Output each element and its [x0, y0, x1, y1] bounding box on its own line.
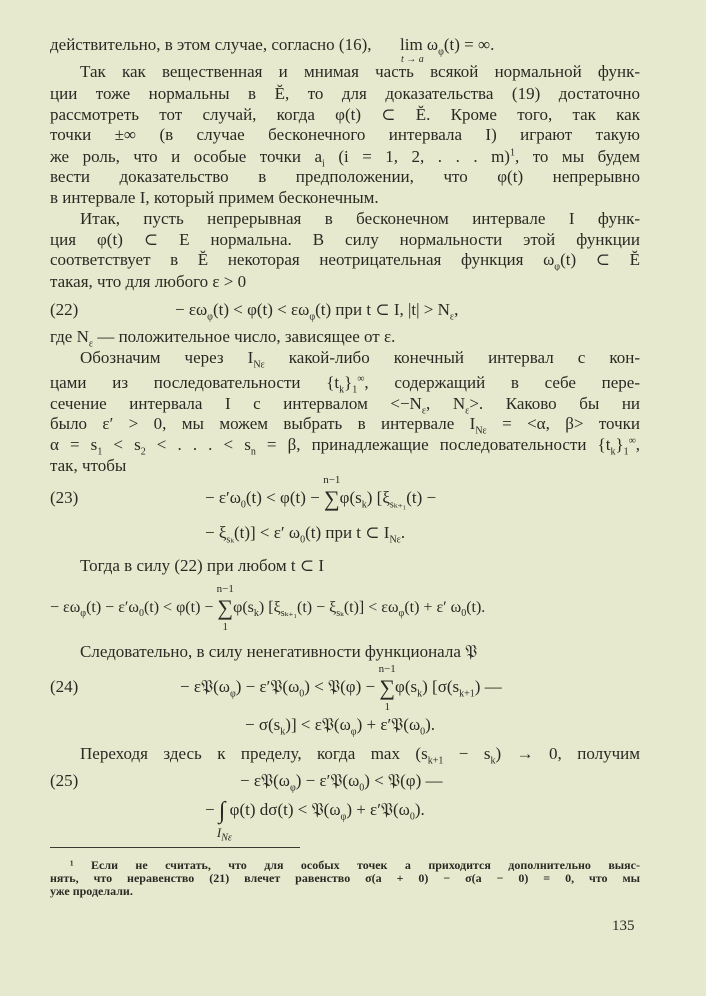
text-line: же роль, что и особые точки $a_i$ (i = 1, 2, . . . m)$^1$, то мы будем: [50, 147, 640, 168]
sum-lower-limit: 1: [384, 701, 390, 714]
equation-22: − $\varepsilon\omega_\varphi(t) < \varphi(t) < \varepsilon\omega_\varphi(t)$ при t ⊂ I, $|t| > N_\varepsilon$,: [175, 300, 459, 323]
sum-symbol: ∑ n−1 1: [378, 663, 396, 714]
text-line: рассмотреть тот случай, когда φ(t) ⊂ Ĕ. Кроме того, так как: [50, 105, 640, 124]
equation-label: (24): [50, 677, 79, 696]
footnote-line: ¹ Если не считать, что для особых точек a приходится дополнительно выяс-: [70, 859, 640, 872]
eq-part: $\varphi(s_k)$ [$\sigma(s_{k+1})$ —: [395, 677, 502, 700]
equation-unnumbered: [50, 583, 486, 634]
limit-expression: $\lim \omega_\varphi(t)$ = ∞.: [400, 35, 495, 58]
text-line: точки ±∞ (в случае бесконечного интервала I) играют такую: [50, 125, 640, 144]
equation-label: (22): [50, 300, 79, 319]
text-line: так, чтобы: [50, 456, 127, 475]
text-line: в интервале I, который примем бесконечным.: [50, 188, 379, 207]
eq-part: − $\varepsilon\omega_\varphi(t) - \varepsilon'\omega_0(t) < \varphi(t)$ −: [50, 599, 218, 620]
sum-lower-limit: 1: [222, 621, 229, 634]
text-line: Обозначим через $I_{N\varepsilon}$ какой-либо конечный интервал с кон-: [80, 348, 640, 369]
equation-25-continued: [205, 798, 425, 844]
eq-part: $\varphi(s_k) [\xi_{s_{k+1}}(t) - \xi_{s_k}(t)] < \varepsilon\omega_\varphi(t) + \varepsilon'$ $\omega_0(t)$.: [233, 599, 486, 620]
sum-upper-limit: n−1: [216, 583, 234, 596]
sum-upper-limit: n−1: [323, 474, 341, 487]
equation-24: [180, 663, 502, 714]
integral-symbol: ∫ $I_{N\varepsilon}$: [216, 798, 232, 844]
text-line: $\alpha = s_1 < s_2$ < . . . < $s_n = \beta$, принадлежащие последовательности $\{t_k\}_1^\infty$,: [50, 435, 640, 456]
text-line: ция φ(t) ⊂ E нормальна. В силу нормальности этой функции: [50, 230, 640, 249]
text-line: где $N_\varepsilon$ — положительное число, зависящее от ε.: [50, 327, 396, 350]
eq-part: $\varphi(s_k) [\xi_{s_{k+1}}(t)$ −: [339, 488, 437, 511]
eq-part: − $\varepsilon'\omega_0(t) < \varphi(t)$ −: [205, 488, 324, 511]
sum-symbol: ∑ n−1: [323, 474, 341, 512]
page-number: 135: [612, 918, 635, 934]
footnote-line: нять, что неравенство (21) влечет равенство σ(a + 0) − σ(a − 0) = 0, что мы: [50, 872, 640, 885]
eq-part: φ(t) $d\sigma(t) < 𝔓(\omega_\varphi)$ + $\varepsilon'𝔓(\omega_0)$.: [229, 800, 425, 823]
integral-domain: $I_{N\varepsilon}$: [216, 825, 232, 844]
footnote-line: уже проделали.: [50, 885, 133, 898]
text-line: сечение интервала I с интервалом $<-N_\varepsilon$, $N_\varepsilon>$. Каково бы ни: [50, 394, 640, 415]
text-line: цами из последовательности $\{t_k\}_1^\infty$, содержащий в себе пере-: [50, 373, 640, 394]
text-line: Итак, пусть непрерывная в бесконечном интервале I функ-: [80, 209, 640, 228]
equation-label: (23): [50, 488, 79, 507]
eq-part: −: [205, 800, 219, 819]
equation-23-continued: − $\xi_{s_k}(t)] < \varepsilon'$ $\omega_0(t)$ при t ⊂ $I_{N\varepsilon}$.: [205, 523, 406, 546]
eq-part: − $\varepsilon 𝔓(\omega_\varphi)$ − $\varepsilon'𝔓(\omega_0)$ < 𝔓(φ) −: [180, 677, 380, 700]
text-line: соответствует в Ĕ некоторая неотрицательная функция $\omega_\varphi(t)$ ⊂ Ĕ: [50, 250, 640, 271]
equation-label: (25): [50, 771, 79, 790]
equation-23: [205, 474, 437, 512]
text-line: Тогда в силу (22) при любом t ⊂ I: [80, 556, 324, 575]
text-line: вести доказательство в предположении, что φ(t) непрерывно: [50, 167, 640, 186]
text-line: было ε′ > 0, мы можем выбрать в интервале $I_{N\varepsilon} = <\alpha$, β> точки: [50, 414, 640, 435]
text-line: Так как вещественная и мнимая часть всякой нормальной функ-: [80, 62, 640, 81]
text-line: действительно, в этом случае, согласно (16),: [50, 35, 372, 54]
footnote-divider: [50, 847, 300, 848]
limit-subscript: t → a: [401, 54, 424, 65]
text-line: ции тоже нормальны в Ĕ, то для доказательства (19) достаточно: [50, 84, 640, 103]
text-line: такая, что для любого ε > 0: [50, 272, 247, 291]
equation-24-continued: − $\sigma(s_k)$] < $\varepsilon 𝔓(\omega_\varphi)$ + $\varepsilon'𝔓(\omega_0)$.: [245, 715, 436, 738]
text-line: Переходя здесь к пределу, когда $\max (s_{k+1} - s_k) \to 0$, получим: [80, 744, 640, 765]
equation-25: − $\varepsilon 𝔓(\omega_\varphi)$ − $\varepsilon'𝔓(\omega_0)$ < 𝔓(φ) —: [240, 771, 443, 794]
sum-symbol: ∑ n−1 1: [216, 583, 234, 634]
text-line: Следовательно, в силу ненегативности функционала 𝔓: [80, 642, 478, 661]
sum-upper-limit: n−1: [378, 663, 396, 676]
